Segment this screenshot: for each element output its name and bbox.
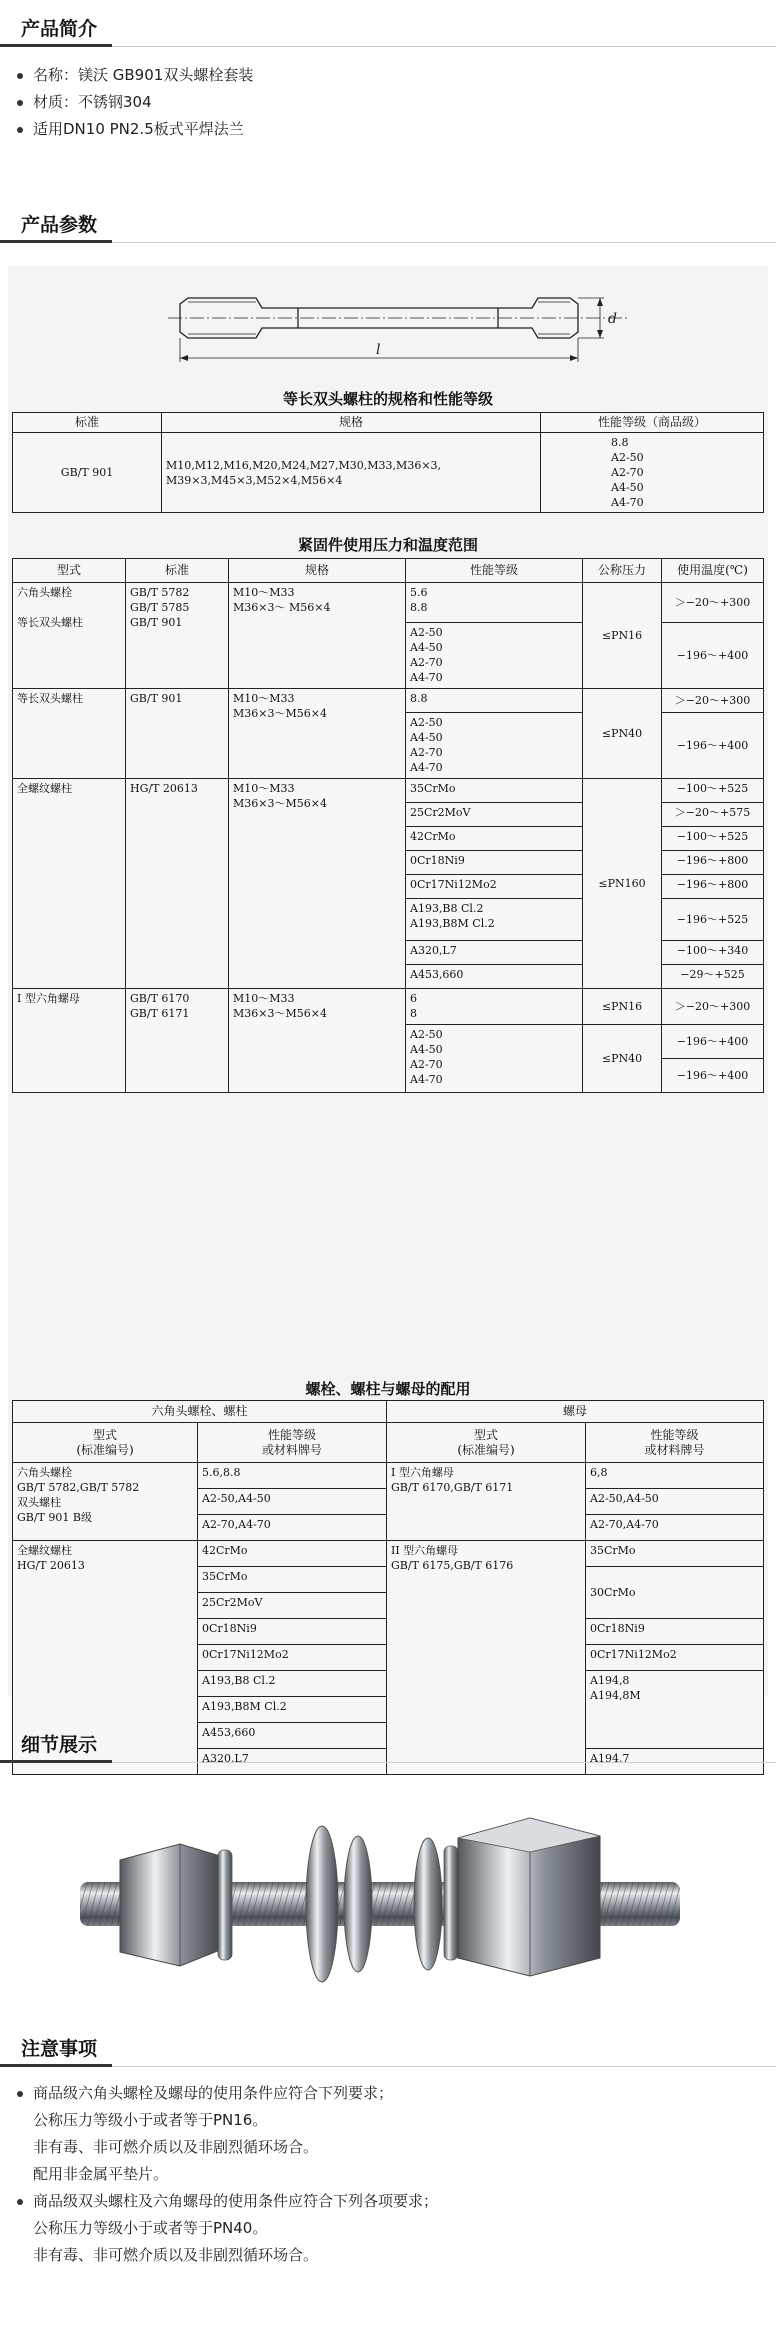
table2-cell: −196～+800 xyxy=(662,851,764,875)
table3-sub-grade: 性能等级 或材料牌号 xyxy=(198,1423,387,1463)
table2-cell: A2-50 A4-50 A2-70 A4-70 xyxy=(406,623,583,689)
table2-cell: ≤PN40 xyxy=(583,1025,662,1093)
table3-cell: A320,L7 xyxy=(198,1749,387,1775)
table3-cell: A193,B8M Cl.2 xyxy=(198,1697,387,1723)
table3-cell: 30CrMo xyxy=(586,1567,764,1619)
table3-cell: A2-70,A4-70 xyxy=(198,1515,387,1541)
table2-cell: GB/T 5782 GB/T 5785 GB/T 901 xyxy=(126,583,229,689)
table2-cell: GB/T 901 xyxy=(126,689,229,779)
dim-l-label: l xyxy=(376,342,381,358)
table3-sub-grade: 性能等级 或材料牌号 xyxy=(586,1423,764,1463)
intro-heading: 产品简介 xyxy=(21,18,98,40)
table3-group-right: 螺母 xyxy=(387,1401,764,1423)
table2-cell: 等长双头螺柱 xyxy=(13,689,126,779)
table3-cell: A453,660 xyxy=(198,1723,387,1749)
intro-list xyxy=(13,62,253,143)
table3-sub-type: 型式 (标准编号) xyxy=(13,1423,198,1463)
table2-cell: ≤PN160 xyxy=(583,779,662,989)
table2-cell: −196～+400 xyxy=(662,1059,764,1093)
table2-cell: −100～+525 xyxy=(662,827,764,851)
stud-bolt-set-photo xyxy=(60,1780,716,2010)
table3-cell: 42CrMo xyxy=(198,1541,387,1567)
note-line: 公称压力等级小于或者等于PN40。 xyxy=(33,2219,268,2237)
table3-cell: 6,8 xyxy=(586,1463,764,1489)
table2-cell: 35CrMo xyxy=(406,779,583,803)
table2-header-grade: 性能等级 xyxy=(406,559,583,583)
table2-header-spec: 规格 xyxy=(229,559,406,583)
table2-cell: 六角头螺栓 等长双头螺柱 xyxy=(13,583,126,689)
dim-d-label: d xyxy=(608,311,617,327)
detail-section xyxy=(0,1716,776,1763)
table2-cell: −29～+525 xyxy=(662,965,764,989)
table2-cell: A320,L7 xyxy=(406,941,583,965)
table2-cell: −196～+800 xyxy=(662,875,764,899)
table2-cell: 0Cr17Ni12Mo2 xyxy=(406,875,583,899)
intro-header xyxy=(0,0,776,47)
table3-cell: 0Cr17Ni12Mo2 xyxy=(198,1645,387,1671)
table3-title: 螺栓、螺柱与螺母的配用 xyxy=(305,1380,471,1398)
table2-cell: 8.8 xyxy=(406,689,583,713)
table1-header-grade: 性能等级（商品级） xyxy=(541,413,764,433)
heading-underline xyxy=(0,2064,112,2067)
table2-cell: A2-50 A4-50 A2-70 A4-70 xyxy=(406,713,583,779)
table2-cell: ＞−20～+575 xyxy=(662,803,764,827)
note-line: 公称压力等级小于或者等于PN16。 xyxy=(33,2111,268,2129)
params-section xyxy=(0,196,776,243)
intro-section xyxy=(0,0,776,138)
table3-cell: 35CrMo xyxy=(586,1541,764,1567)
table3-cell: 六角头螺栓 GB/T 5782,GB/T 5782 双头螺柱 GB/T 901 B级 xyxy=(13,1463,198,1541)
table3-cell: A2-70,A4-70 xyxy=(586,1515,764,1541)
intro-item-name: 名称：镁沃 GB901双头螺栓套装 xyxy=(13,62,253,89)
table2-header-pressure: 公称压力 xyxy=(583,559,662,583)
table1-stud-grades xyxy=(12,412,764,513)
table3-cell: 全螺纹螺柱 HG/T 20613 xyxy=(13,1541,198,1775)
table2-cell: 42CrMo xyxy=(406,827,583,851)
table2-cell: A2-50 A4-50 A2-70 A4-70 xyxy=(406,1025,583,1093)
table2-cell: 6 8 xyxy=(406,989,583,1025)
table2-cell: ≤PN40 xyxy=(583,689,662,779)
note-lead: 商品级六角头螺栓及螺母的使用条件应符合下列要求； xyxy=(33,2084,394,2102)
table2-header-temp: 使用温度(℃) xyxy=(662,559,764,583)
table2-cell: A193,B8 Cl.2 A193,B8M Cl.2 xyxy=(406,899,583,941)
table2-cell: M10～M33 M36×3～ M56×4 xyxy=(229,583,406,689)
table1-cell: 8.8 A2-50 A2-70 A4-50 A4-70 xyxy=(541,433,764,513)
table2-cell: −196～+525 xyxy=(662,899,764,941)
table2-header-type: 型式 xyxy=(13,559,126,583)
table1-cell: M10,M12,M16,M20,M24,M27,M30,M33,M36×3, M39×3,M45×3,M52×4,M56×4 xyxy=(162,433,541,513)
table3-cell: A193,B8 Cl.2 xyxy=(198,1671,387,1697)
note-item xyxy=(13,2080,438,2188)
params-header xyxy=(0,196,776,243)
table1-header-std: 标准 xyxy=(13,413,162,433)
table2-cell: 25Cr2MoV xyxy=(406,803,583,827)
table2-cell: I 型六角螺母 xyxy=(13,989,126,1093)
stud-bolt-drawing xyxy=(158,280,638,380)
table2-cell: ＞−20～+300 xyxy=(662,989,764,1025)
note-line: 非有毒、非可燃介质以及非剧烈循环场合。 xyxy=(33,2246,319,2264)
table2-title: 紧固件使用压力和温度范围 xyxy=(297,536,478,554)
heading-underline xyxy=(0,1760,112,1763)
note-lead: 商品级双头螺柱及六角螺母的使用条件应符合下列各项要求； xyxy=(33,2192,439,2210)
table3-cell: 0Cr18Ni9 xyxy=(198,1619,387,1645)
table3-group-left: 六角头螺栓、螺柱 xyxy=(13,1401,387,1423)
notes-section xyxy=(0,2020,776,2264)
notes-heading: 注意事项 xyxy=(21,2038,98,2060)
detail-heading: 细节展示 xyxy=(21,1734,98,1756)
heading-underline xyxy=(0,240,112,243)
table2-cell: 全螺纹螺柱 xyxy=(13,779,126,989)
table1-header-spec: 规格 xyxy=(162,413,541,433)
table2-cell: −100～+525 xyxy=(662,779,764,803)
table2-pressure-temperature xyxy=(12,558,764,1093)
table2-cell: −196～+400 xyxy=(662,1025,764,1059)
table3-cell: 5.6,8.8 xyxy=(198,1463,387,1489)
notes-header xyxy=(0,2020,776,2067)
table3-cell: A2-50,A4-50 xyxy=(198,1489,387,1515)
table2-header-std: 标准 xyxy=(126,559,229,583)
table2-cell: M10～M33 M36×3～M56×4 xyxy=(229,989,406,1093)
table3-sub-type: 型式 (标准编号) xyxy=(387,1423,586,1463)
table3-cell: A194,8 A194,8M xyxy=(586,1671,764,1749)
table2-cell: M10～M33 M36×3～M56×4 xyxy=(229,779,406,989)
table1-title: 等长双头螺柱的规格和性能等级 xyxy=(282,390,493,408)
table2-cell: 0Cr18Ni9 xyxy=(406,851,583,875)
table2-cell: 5.6 8.8 xyxy=(406,583,583,623)
table2-cell: HG/T 20613 xyxy=(126,779,229,989)
table3-cell: 0Cr18Ni9 xyxy=(586,1619,764,1645)
table2-cell: −196～+400 xyxy=(662,713,764,779)
table3-cell: A2-50,A4-50 xyxy=(586,1489,764,1515)
table2-cell: M10～M33 M36×3～M56×4 xyxy=(229,689,406,779)
table2-cell: ≤PN16 xyxy=(583,989,662,1025)
detail-header xyxy=(0,1716,776,1763)
intro-item-usage: 适用DN10 PN2.5板式平焊法兰 xyxy=(13,116,253,143)
intro-item-material: 材质：不锈钢304 xyxy=(13,89,253,116)
table2-cell: −196～+400 xyxy=(662,623,764,689)
table2-cell: ≤PN16 xyxy=(583,583,662,689)
table2-cell: −100～+340 xyxy=(662,941,764,965)
note-line: 非有毒、非可燃介质以及非剧烈循环场合。 xyxy=(33,2138,319,2156)
table3-cell: 35CrMo xyxy=(198,1567,387,1593)
table1-cell: GB/T 901 xyxy=(13,433,162,513)
table3-cell: 25Cr2MoV xyxy=(198,1593,387,1619)
note-item xyxy=(13,2188,438,2269)
params-heading: 产品参数 xyxy=(21,214,98,236)
table3-cell: II 型六角螺母 GB/T 6175,GB/T 6176 xyxy=(387,1541,586,1775)
table3-cell: 0Cr17Ni12Mo2 xyxy=(586,1645,764,1671)
table2-cell: A453,660 xyxy=(406,965,583,989)
table2-cell: ＞−20～+300 xyxy=(662,689,764,713)
table2-cell: GB/T 6170 GB/T 6171 xyxy=(126,989,229,1093)
note-line: 配用非金属平垫片。 xyxy=(33,2165,169,2183)
heading-underline xyxy=(0,44,112,47)
table2-cell: ＞−20～+300 xyxy=(662,583,764,623)
notes-list xyxy=(13,2080,438,2269)
table3-cell: A194,7 xyxy=(586,1749,764,1775)
table3-cell: I 型六角螺母 GB/T 6170,GB/T 6171 xyxy=(387,1463,586,1541)
